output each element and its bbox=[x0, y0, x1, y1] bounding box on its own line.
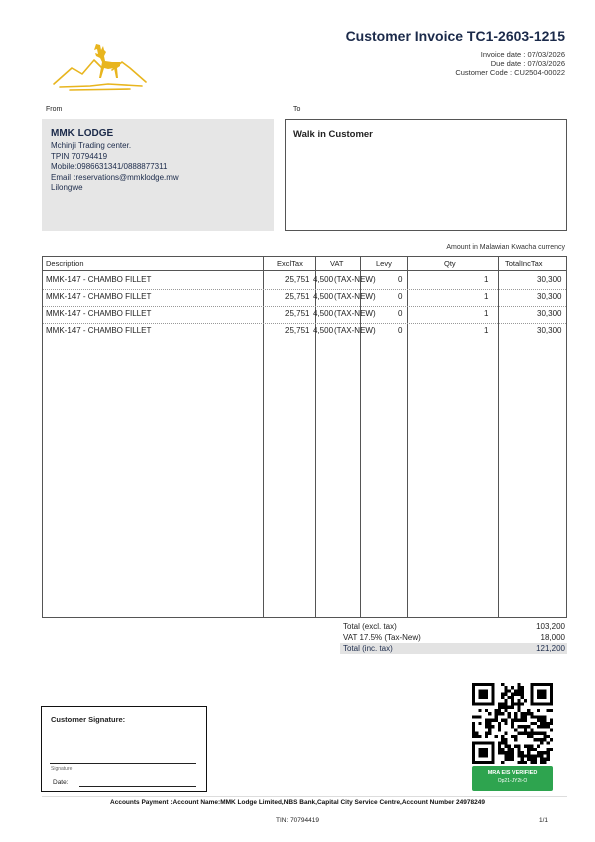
row-qty: 1 bbox=[484, 275, 489, 284]
qr-code-icon bbox=[472, 683, 553, 764]
date-label: Date: bbox=[53, 779, 69, 786]
row-levy: 0 bbox=[398, 309, 403, 318]
payment-info: Accounts Payment :Account Name:MMK Lodge Limited,NBS Bank,Capital City Service Centre,Account Number 24978249 bbox=[110, 799, 485, 806]
row-total: 30,300 bbox=[537, 292, 562, 301]
row-levy: 0 bbox=[398, 292, 403, 301]
mra-verified-badge bbox=[472, 766, 553, 791]
currency-note: Amount in Malawian Kwacha currency bbox=[446, 244, 565, 251]
table-row bbox=[43, 306, 566, 324]
row-excl-tax: 25,751 bbox=[285, 292, 310, 301]
signature-line bbox=[50, 763, 196, 764]
total-inc-tax-label: Total (inc. tax) bbox=[343, 644, 393, 653]
row-excl-tax: 25,751 bbox=[285, 326, 310, 335]
to-label: To bbox=[293, 106, 301, 113]
row-vat-amount: 4,500 bbox=[313, 326, 334, 335]
row-qty: 1 bbox=[484, 326, 489, 335]
table-header-row bbox=[43, 257, 566, 271]
total-inc-tax-row bbox=[340, 643, 567, 654]
customer-code: Customer Code : CU2504-00022 bbox=[455, 68, 565, 77]
row-description: MMK-147 - CHAMBO FILLET bbox=[46, 326, 152, 335]
signature-caption: Signature bbox=[51, 766, 73, 772]
row-vat-amount: 4,500 bbox=[313, 309, 334, 318]
customer-name: Walk in Customer bbox=[293, 129, 373, 140]
row-levy: 0 bbox=[398, 326, 403, 335]
vat-total-value: 18,000 bbox=[540, 633, 565, 642]
customer-signature-box bbox=[41, 706, 207, 792]
seller-city: Lilongwe bbox=[51, 183, 83, 192]
footer-divider bbox=[42, 796, 567, 797]
table-row bbox=[43, 289, 566, 307]
seller-address-line: Mchinji Trading center. bbox=[51, 141, 132, 150]
row-levy: 0 bbox=[398, 275, 403, 284]
row-total: 30,300 bbox=[537, 309, 562, 318]
signature-title: Customer Signature: bbox=[51, 715, 126, 724]
header-excl-tax: ExclTax bbox=[277, 259, 303, 268]
deer-mountains-logo bbox=[50, 40, 150, 92]
invoice-lines-table bbox=[42, 256, 567, 618]
header-levy: Levy bbox=[376, 259, 392, 268]
row-description: MMK-147 - CHAMBO FILLET bbox=[46, 309, 152, 318]
row-description: MMK-147 - CHAMBO FILLET bbox=[46, 275, 152, 284]
seller-tpin: TPIN 70794419 bbox=[51, 151, 108, 161]
seller-address-box bbox=[42, 119, 274, 231]
header-qty: Qty bbox=[444, 259, 456, 268]
table-row bbox=[43, 323, 566, 340]
header-vat: VAT bbox=[330, 259, 344, 268]
total-excl-tax-row bbox=[340, 621, 567, 632]
header-total: TotalIncTax bbox=[505, 259, 543, 268]
total-excl-tax-value: 103,200 bbox=[536, 622, 565, 631]
row-excl-tax: 25,751 bbox=[285, 309, 310, 318]
invoice-date: Invoice date : 07/03/2026 bbox=[480, 50, 565, 59]
row-excl-tax: 25,751 bbox=[285, 275, 310, 284]
due-date: Due date : 07/03/2026 bbox=[490, 59, 565, 68]
row-vat-amount: 4,500 bbox=[313, 275, 334, 284]
seller-name: MMK LODGE bbox=[51, 128, 114, 139]
row-vat-code: (TAX-NEW) bbox=[334, 309, 376, 318]
table-row bbox=[43, 272, 566, 290]
seller-mobile: Mobile:0986631341/0888877311 bbox=[51, 162, 168, 171]
row-qty: 1 bbox=[484, 309, 489, 318]
from-label: From bbox=[46, 106, 63, 113]
vat-total-row bbox=[340, 632, 567, 643]
row-vat-code: (TAX-NEW) bbox=[334, 292, 376, 301]
total-excl-tax-label: Total (excl. tax) bbox=[343, 622, 397, 631]
row-total: 30,300 bbox=[537, 326, 562, 335]
mra-badge-code: Op21-JY2t-O bbox=[497, 778, 528, 784]
invoice-header bbox=[346, 28, 565, 77]
customer-address-box bbox=[285, 119, 567, 231]
header-description: Description bbox=[46, 259, 84, 268]
total-inc-tax-value: 121,200 bbox=[536, 644, 565, 653]
seller-email: Email :reservations@mmklodge.mw bbox=[51, 172, 179, 182]
row-vat-amount: 4,500 bbox=[313, 292, 334, 301]
row-description: MMK-147 - CHAMBO FILLET bbox=[46, 292, 152, 301]
row-vat-code: (TAX-NEW) bbox=[334, 275, 376, 284]
vat-total-label: VAT 17.5% (Tax-New) bbox=[343, 633, 421, 642]
date-line bbox=[79, 786, 196, 787]
invoice-title: Customer Invoice TC1-2603-1215 bbox=[345, 28, 565, 44]
row-total: 30,300 bbox=[537, 275, 562, 284]
footer-tin: TIN: 70794419 bbox=[275, 817, 319, 824]
page-number: 1/1 bbox=[538, 817, 548, 824]
totals-block bbox=[340, 621, 567, 654]
row-qty: 1 bbox=[484, 292, 489, 301]
row-vat-code: (TAX-NEW) bbox=[334, 326, 376, 335]
mra-badge-title: MRA EIS VERIFIED bbox=[487, 770, 538, 776]
